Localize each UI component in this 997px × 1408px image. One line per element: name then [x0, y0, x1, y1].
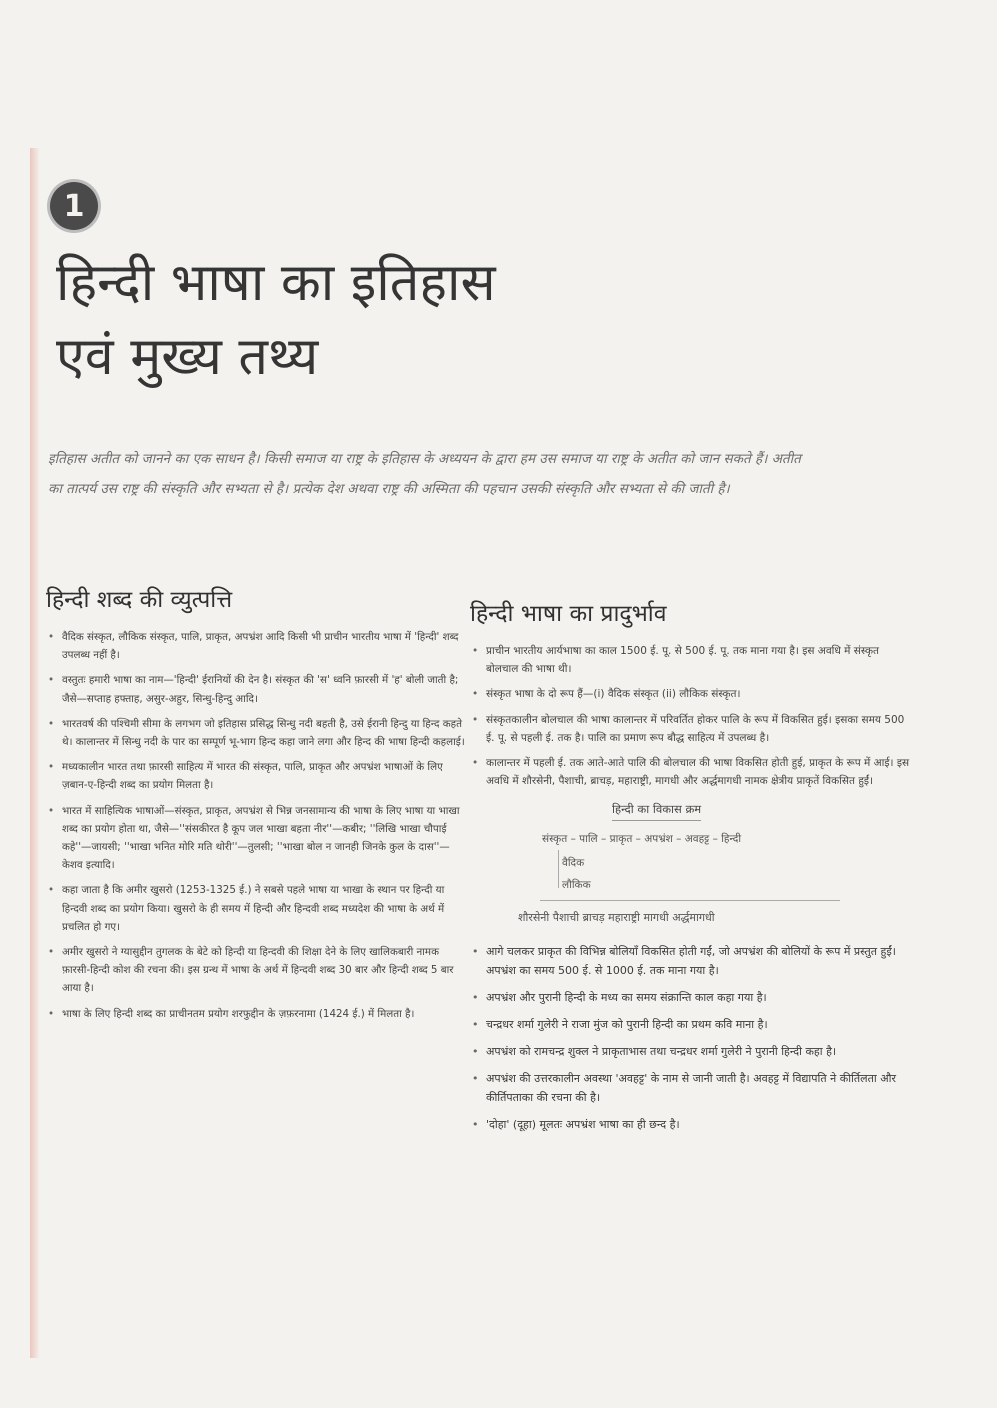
list-item: • अपभ्रंश को रामचन्द्र शुक्ल ने प्राकृताभास तथा चन्द्रधर शर्मा गुलेरी ने पुरानी हिन्दी कहा है।	[470, 1042, 910, 1061]
list-item: • भारत में साहित्यिक भाषाओं—संस्कृत, प्राकृत, अपभ्रंश से भिन्न जनसामान्य की भाषा के लिए भाषा या भाखा शब्द का प्रयोग होता था, जैसे—''संसकीरत है कूप जल भाखा बहता नीर''—कबीर; ''लिखि भाखा चौपाई कहे''—जायसी; ''भाखा भनित मोरि मति थोरी''—तुलसी; ''भाखा बोल न जानही जिनके कुल के दास''—केशव इत्यादि।	[46, 802, 466, 875]
list-item: • कहा जाता है कि अमीर खुसरो (1253-1325 ई.) ने सबसे पहले भाषा या भाखा के स्थान पर हिन्दी या हिन्दवी शब्द का प्रयोग किया। खुसरो के ही समय में हिन्दी और हिन्दवी शब्द मध्यदेश की भाषा के अर्थ में प्रचलित हो गए।	[46, 881, 466, 936]
chapter-title-line1: हिन्दी भाषा का इतिहास	[56, 253, 496, 313]
list-item: • वैदिक संस्कृत, लौकिक संस्कृत, पालि, प्राकृत, अपभ्रंश आदि किसी भी प्राचीन भारतीय भाषा में 'हिन्दी' शब्द उपलब्ध नहीं है।	[46, 628, 466, 664]
chapter-number-badge	[50, 182, 98, 230]
list-item: • भाषा के लिए हिन्दी शब्द का प्राचीनतम प्रयोग शरफुद्दीन के ज़फ़रनामा (1424 ई.) में मिलता है।	[46, 1005, 466, 1023]
list-item: • संस्कृतकालीन बोलचाल की भाषा कालान्तर में परिवर्तित होकर पालि के रूप में विकसित हुई। इसका समय 500 ई. पू. से पहली ई. तक है। पालि का प्रमाण रूप बौद्ध साहित्य में उपलब्ध है।	[470, 711, 910, 747]
branch-vedic: वैदिक	[562, 857, 585, 870]
apabhramsha-list: शौरसेनी पैशाची ब्राचड़ महाराष्ट्री मागधी अर्द्धमागधी	[518, 911, 715, 925]
branch-laukik: लौकिक	[562, 879, 591, 892]
list-item: • वस्तुतः हमारी भाषा का नाम—'हिन्दी' ईरानियों की देन है। संस्कृत की 'स' ध्वनि फ़ारसी में 'ह' बोली जाती है; जैसे—सप्ताह हफ्ताह, असुर-अहुर, सिन्धु-हिन्दु आदि।	[46, 671, 466, 707]
intro-paragraph: इतिहास अतीत को जानने का एक साधन है। किसी समाज या राष्ट्र के इतिहास के अध्ययन के द्वारा हम उस समाज या राष्ट्र के अतीत को जान सकते हैं। अतीत का तात्पर्य उस राष्ट्र की संस्कृति और सभ्यता से है। प्रत्येक देश अथवा राष्ट्र की अस्मिता की पहचान उसकी संस्कृति और सभ्यता से की जाती है।	[48, 451, 801, 497]
page-edge	[30, 148, 40, 1358]
list-item: • अपभ्रंश और पुरानी हिन्दी के मध्य का समय संक्रान्ति काल कहा गया है।	[470, 988, 910, 1007]
development-title: हिन्दी का विकास क्रम	[612, 802, 701, 821]
list-item: • मध्यकालीन भारत तथा फ़ारसी साहित्य में भारत की संस्कृत, पालि, प्राकृत और अपभ्रंश भाषाओं के लिए ज़बान-ए-हिन्दी शब्द का प्रयोग मिलता है।	[46, 758, 466, 794]
right-column	[470, 596, 910, 1142]
origin-points-lower	[470, 942, 910, 1134]
list-item: • 'दोहा' (दूहा) मूलतः अपभ्रंश भाषा का ही छन्द है।	[470, 1115, 910, 1134]
development-chain: संस्कृत – पालि – प्राकृत – अपभ्रंश – अवहट्ट – हिन्दी	[542, 833, 742, 846]
chapter-number: 1	[63, 188, 85, 224]
chapter-title	[56, 246, 656, 394]
list-item: • चन्द्रधर शर्मा गुलेरी ने राजा मुंज को पुरानी हिन्दी का प्रथम कवि माना है।	[470, 1015, 910, 1034]
branch-connector	[558, 850, 559, 888]
list-item: • अपभ्रंश की उत्तरकालीन अवस्था 'अवहट्ट' के नाम से जानी जाती है। अवहट्ट में विद्यापति ने कीर्तिलता और कीर्तिपताका की रचना की है।	[470, 1069, 910, 1107]
apabhramsha-connector	[540, 900, 840, 901]
chapter-title-line2: एवं मुख्य तथ्य	[56, 327, 319, 387]
list-item: • भारतवर्ष की पश्चिमी सीमा के लगभग जो इतिहास प्रसिद्ध सिन्धु नदी बहती है, उसे ईरानी हिन्दु या हिन्द कहते थे। कालान्तर में सिन्धु नदी के पार का सम्पूर्ण भू-भाग हिन्द कहा जाने लगा और हिन्द की भाषा हिन्दी कहलाई।	[46, 715, 466, 751]
section-heading-origin: हिन्दी भाषा का प्रादुर्भाव	[470, 601, 667, 627]
development-diagram	[470, 802, 910, 928]
left-column	[46, 582, 466, 1030]
origin-points	[470, 642, 910, 790]
section-heading-etymology: हिन्दी शब्द की व्युत्पत्ति	[46, 587, 233, 613]
list-item: • आगे चलकर प्राकृत की विभिन्न बोलियाँ विकसित होती गईं, जो अपभ्रंश की बोलियों के रूप में प्रस्तुत हुईं। अपभ्रंश का समय 500 ई. से 1000 ई. तक माना गया है।	[470, 942, 910, 980]
list-item: • अमीर खुसरो ने ग्यासुद्दीन तुगलक के बेटे को हिन्दी या हिन्दवी की शिक्षा देने के लिए खालिकबारी नामक फ़ारसी-हिन्दी कोश की रचना की। इस ग्रन्थ में भाषा के अर्थ में हिन्दवी शब्द 30 बार और हिन्दी शब्द 5 बार आया है।	[46, 943, 466, 998]
list-item: • प्राचीन भारतीय आर्यभाषा का काल 1500 ई. पू. से 500 ई. पू. तक माना गया है। इस अवधि में संस्कृत बोलचाल की भाषा थी।	[470, 642, 910, 678]
etymology-points	[46, 628, 466, 1023]
list-item: • संस्कृत भाषा के दो रूप हैं—(i) वैदिक संस्कृत (ii) लौकिक संस्कृत।	[470, 685, 910, 703]
list-item: • कालान्तर में पहली ई. तक आते-आते पालि की बोलचाल की भाषा विकसित होती हुई, प्राकृत के रूप में आई। इस अवधि में शौरसेनी, पैशाची, ब्राचड़, महाराष्ट्री, मागधी और अर्द्धमागधी नामक क्षेत्रीय प्राकृतें विकसित हुईं।	[470, 754, 910, 790]
